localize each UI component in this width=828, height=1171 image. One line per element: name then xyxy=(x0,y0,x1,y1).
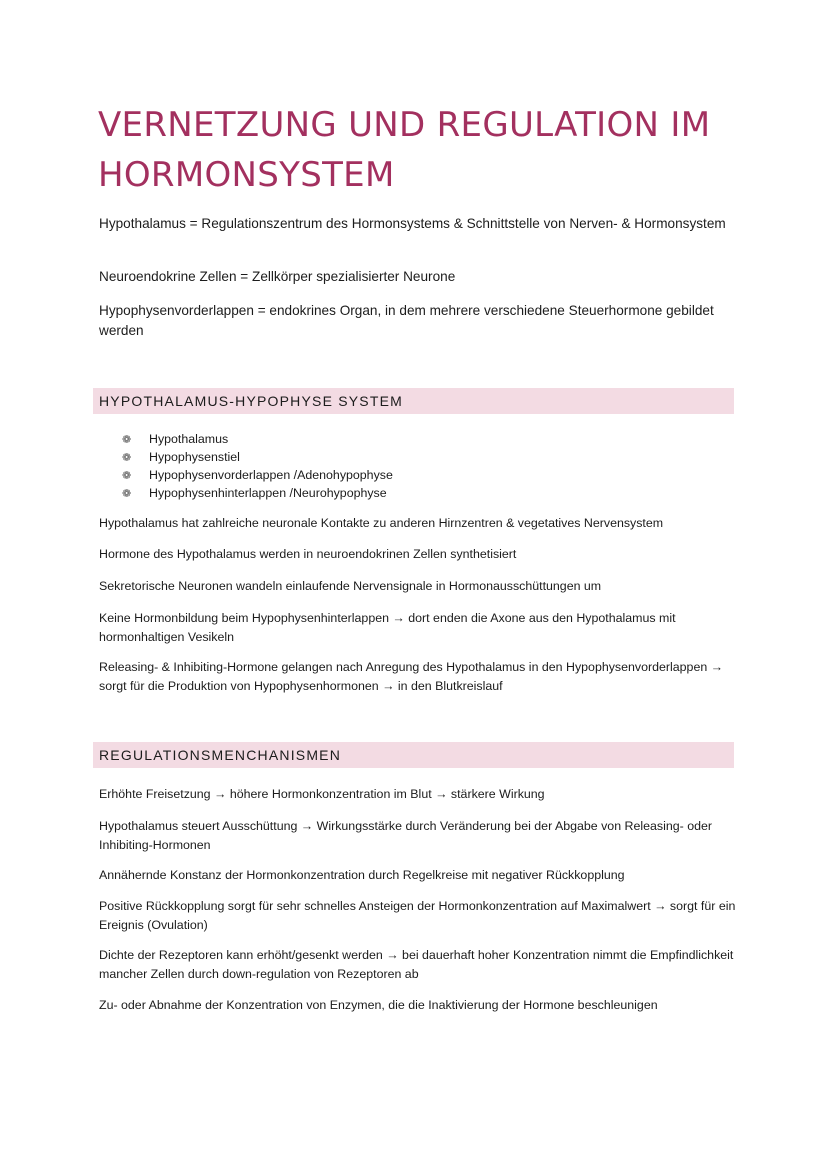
intro-paragraph-1: Hypothalamus = Regulationszentrum des Hormonsystems & Schnittstelle von Nerven- & Hormonsystem xyxy=(99,216,726,231)
section-heading-hypothalamus xyxy=(93,388,734,414)
list-item xyxy=(122,484,393,502)
section1-paragraph-2: Hormone des Hypothalamus werden in neuroendokrinen Zellen synthetisiert xyxy=(99,547,517,561)
section2-paragraph-5: Dichte der Rezeptoren kann erhöht/gesenkt werden → bei dauerhaft hoher Konzentration nimmt die Empfindlichkeit mancher Zellen durch down-regulation von Rezeptoren ab xyxy=(99,948,734,981)
list-item-label: Hypophysenhinterlappen /Neurohypophyse xyxy=(149,486,387,500)
intro-paragraph-3: Hypophysenvorderlappen = endokrines Organ, in dem mehrere verschiedene Steuerhormone gebildet werden xyxy=(99,303,714,338)
list-item-label: Hypophysenvorderlappen /Adenohypophyse xyxy=(149,468,393,482)
list-item xyxy=(122,430,393,448)
section-heading-text: REGULATIONSMENCHANISMEN xyxy=(99,747,342,763)
section2-paragraph-3: Annähernde Konstanz der Hormonkonzentration durch Regelkreise mit negativer Rückkopplung xyxy=(99,868,625,882)
list-item xyxy=(122,466,393,484)
section1-paragraph-3: Sekretorische Neuronen wandeln einlaufende Nervensignale in Hormonausschüttungen um xyxy=(99,579,602,593)
flower-bullet-icon: ❁ xyxy=(122,469,132,482)
flower-bullet-icon: ❁ xyxy=(122,451,132,464)
flower-bullet-icon: ❁ xyxy=(122,433,132,446)
section-heading-regulation xyxy=(93,742,734,768)
section1-paragraph-4: Keine Hormonbildung beim Hypophysenhinterlappen → dort enden die Axone aus den Hypothalamus mit hormonhaltigen Vesikeln xyxy=(99,611,676,644)
section1-paragraph-5: Releasing- & Inhibiting-Hormone gelangen nach Anregung des Hypothalamus in den Hypophysenvorderlappen → sorgt für die Produktion von Hypophysenhormonen → in den Blutkreislauf xyxy=(99,660,724,693)
intro-paragraph-2: Neuroendokrine Zellen = Zellkörper spezialisierter Neurone xyxy=(99,269,456,284)
list-item xyxy=(122,448,393,466)
flower-bullet-icon: ❁ xyxy=(122,487,132,500)
section2-paragraph-6: Zu- oder Abnahme der Konzentration von Enzymen, die die Inaktivierung der Hormone beschleunigen xyxy=(99,998,658,1012)
section2-paragraph-2: Hypothalamus steuert Ausschüttung → Wirkungsstärke durch Veränderung bei der Abgabe von Releasing- oder Inhibiting-Hormonen xyxy=(99,819,713,852)
bullet-list xyxy=(122,430,393,502)
section1-paragraph-1: Hypothalamus hat zahlreiche neuronale Kontakte zu anderen Hirnzentren & vegetatives Nervensystem xyxy=(99,516,664,530)
list-item-label: Hypophysenstiel xyxy=(149,450,240,464)
section-heading-text: HYPOTHALAMUS-HYPOPHYSE SYSTEM xyxy=(99,393,403,409)
section2-paragraph-1: Erhöhte Freisetzung → höhere Hormonkonzentration im Blut → stärkere Wirkung xyxy=(99,787,545,801)
list-item-label: Hypothalamus xyxy=(149,432,229,446)
section2-paragraph-4: Positive Rückkopplung sorgt für sehr schnelles Ansteigen der Hormonkonzentration auf Maximalwert → sorgt für ein Ereignis (Ovulation) xyxy=(99,899,736,932)
page-title: VERNETZUNG UND REGULATION IM HORMONSYSTEM xyxy=(98,105,711,195)
